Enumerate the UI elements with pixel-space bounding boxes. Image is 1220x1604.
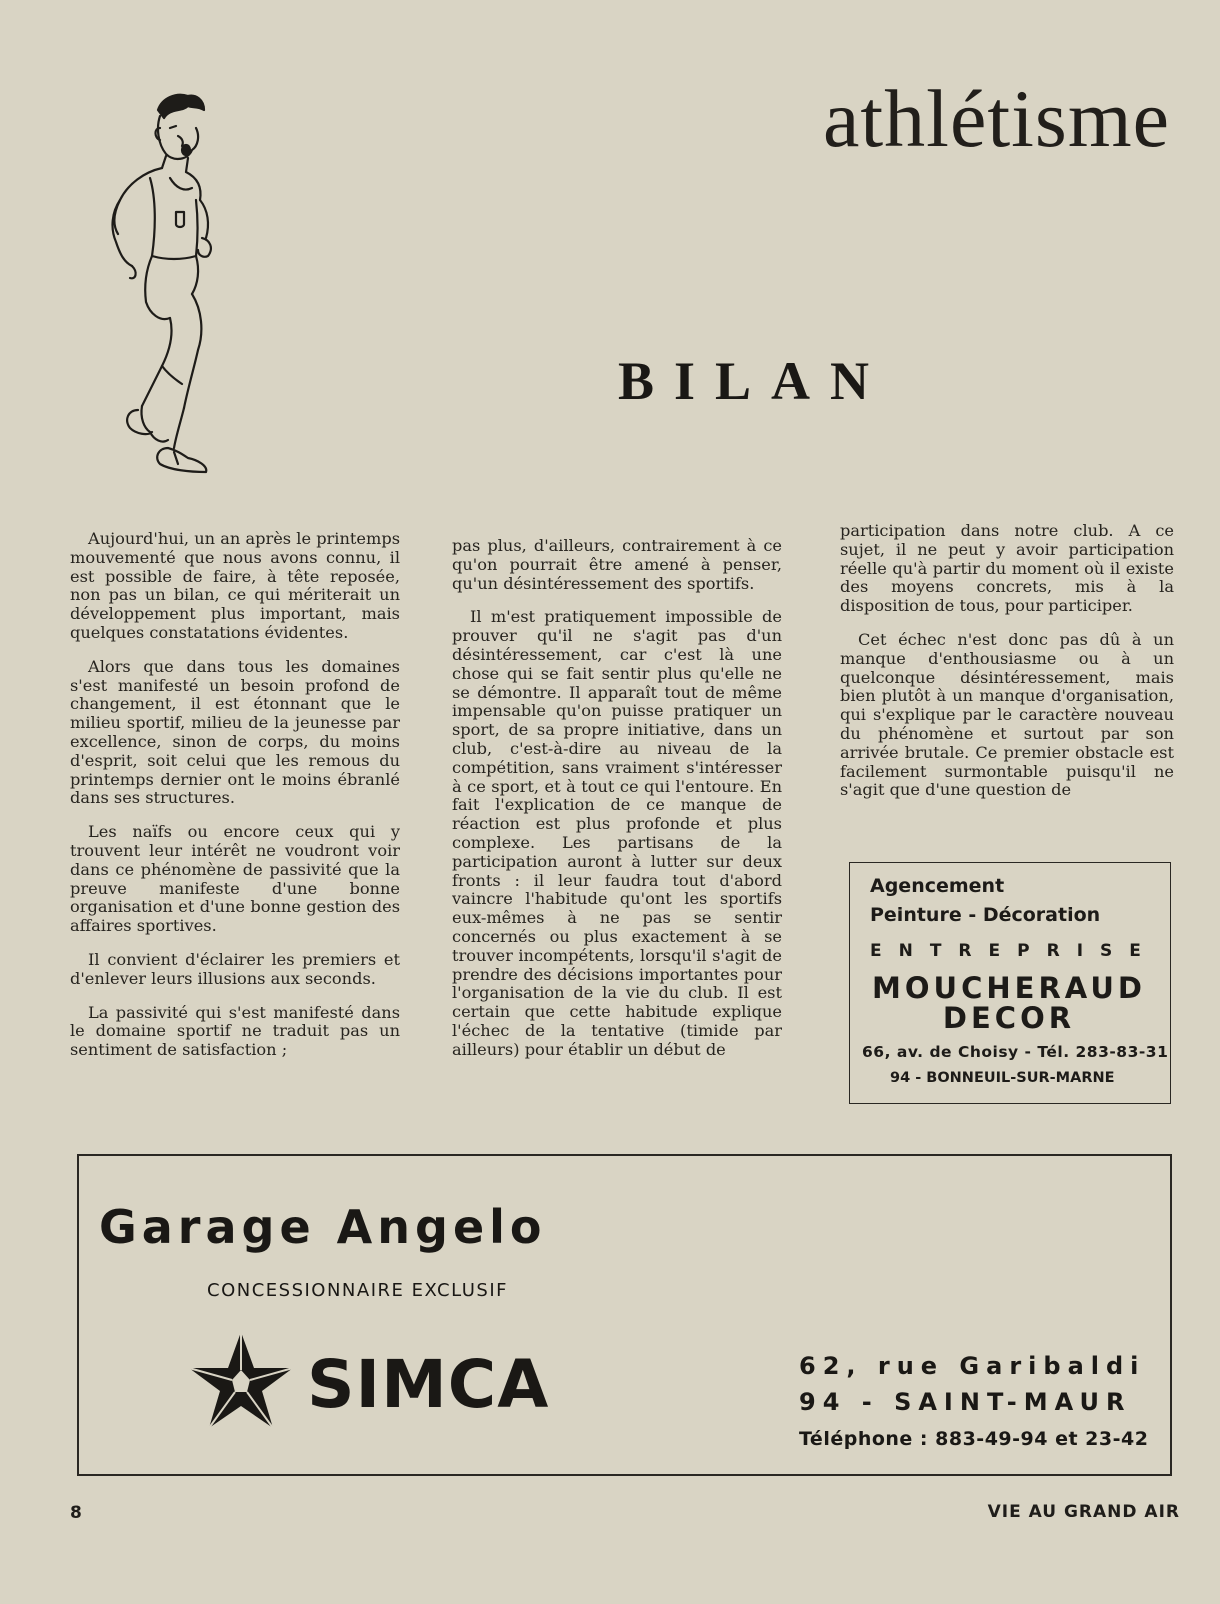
- page-number: 8: [70, 1503, 82, 1523]
- paragraph: La passivité qui s'est manifesté dans le domaine sportif ne traduit pas un sentiment de satisfaction ;: [70, 1002, 400, 1060]
- ad-garage-name: Garage Angelo: [99, 1200, 547, 1254]
- ad-street: 62, rue Garibaldi: [799, 1352, 1146, 1380]
- article-title: BILAN: [618, 351, 890, 411]
- ad-line: Peinture - Décoration: [870, 904, 1101, 926]
- simca-star-icon: [183, 1328, 299, 1444]
- advertisement-garage-angelo: [77, 1154, 1172, 1476]
- runner-icon: [58, 88, 218, 498]
- ad-subtitle: CONCESSIONNAIRE EXCLUSIF: [207, 1280, 508, 1301]
- ad-phone: Téléphone : 883-49-94 et 23-42: [799, 1428, 1149, 1450]
- paragraph: Les naïfs ou encore ceux qui y trouvent leur intérêt ne voudront voir dans ce phénomène de passivité que la preuve manifeste d'une bonne organisation et d'une bonne gestion des affaires sportives.: [70, 822, 400, 936]
- article-column-1: [70, 530, 400, 1075]
- paragraph: Il m'est pratiquement impossible de prouver qu'il ne s'agit pas d'un désintéressement, car c'est là une chose qui se fait sentir plus qu'elle ne se démontre. Il apparaît tout de même impensable qu'on puisse pratiquer un sport, de sa propre initiative, dans un club, c'est-à-dire au niveau de la compétition, sans vraiment s'intéresser à ce sport, et à tout ce qui l'entoure. En fait l'explication de ce manque de réaction est plus profonde et plus complexe. Les partisans de la participation auront à lutter sur deux fronts : il leur faudra tout d'abord vaincre l'habitude qu'ont les sportifs eux-mêmes à ne pas se sentir concernés ou plus exactement à se trouver incompétents, lorsqu'il s'agit de prendre des décisions importantes pour l'organisation de la vie du club. Il est certain que cette habitude explique l'échec de la tentative (timide par ailleurs) pour établir un début de: [452, 607, 782, 1059]
- ad-address: 66, av. de Choisy - Tél. 283-83-31: [862, 1043, 1169, 1061]
- paragraph: pas plus, d'ailleurs, contrairement à ce qu'on pourrait être amené à penser, qu'un désintéressement des sportifs.: [452, 536, 782, 593]
- section-title: athlétisme: [822, 73, 1170, 164]
- paragraph: Aujourd'hui, un an après le printemps mouvementé que nous avons connu, il est possible de faire, à tête reposée, non pas un bilan, ce qui mériterait un développement plus important, mais quelques constatations évidentes.: [70, 529, 400, 642]
- paragraph: Cet échec n'est donc pas dû à un manque d'enthousiasme ou à un quelconque désintéressement, mais bien plutôt à un manque d'organisation, qui s'explique par le caractère nouveau du phénomène et surtout par son arrivée brutale. Ce premier obstacle est facilement surmontable puisqu'il ne s'agit que d'une question de: [840, 629, 1174, 800]
- ad-city: 94 - BONNEUIL-SUR-MARNE: [890, 1070, 1115, 1086]
- paragraph: Il convient d'éclairer les premiers et d'enlever leurs illusions aux seconds.: [70, 949, 400, 988]
- ad-brand: SIMCA: [307, 1346, 550, 1423]
- ad-city: 94 - SAINT-MAUR: [799, 1388, 1132, 1416]
- paragraph: Alors que dans tous les domaines s'est manifesté un besoin profond de changement, il est étonnant que le milieu sportif, milieu de la jeunesse par excellence, sinon de corps, du moins d'esprit, soit celui que les remous du printemps dernier ont le moins ébranlé dans ses structures.: [70, 656, 400, 808]
- ad-line: Agencement: [870, 875, 1005, 897]
- publication-name: VIE AU GRAND AIR: [987, 1502, 1180, 1522]
- paragraph: participation dans notre club. A ce sujet, il ne peut y avoir participation réelle qu'à partir du moment où il existe des moyens concrets, mis à la disposition de tous, pour participer.: [840, 521, 1174, 616]
- ad-company-name: DECOR: [942, 1001, 1076, 1035]
- ad-line: ENTREPRISE: [870, 941, 1158, 961]
- advertisement-moucheraud: [849, 862, 1171, 1104]
- article-column-3: [840, 522, 1174, 815]
- ad-company-name: MOUCHERAUD: [872, 971, 1146, 1005]
- article-column-2: [452, 537, 782, 1075]
